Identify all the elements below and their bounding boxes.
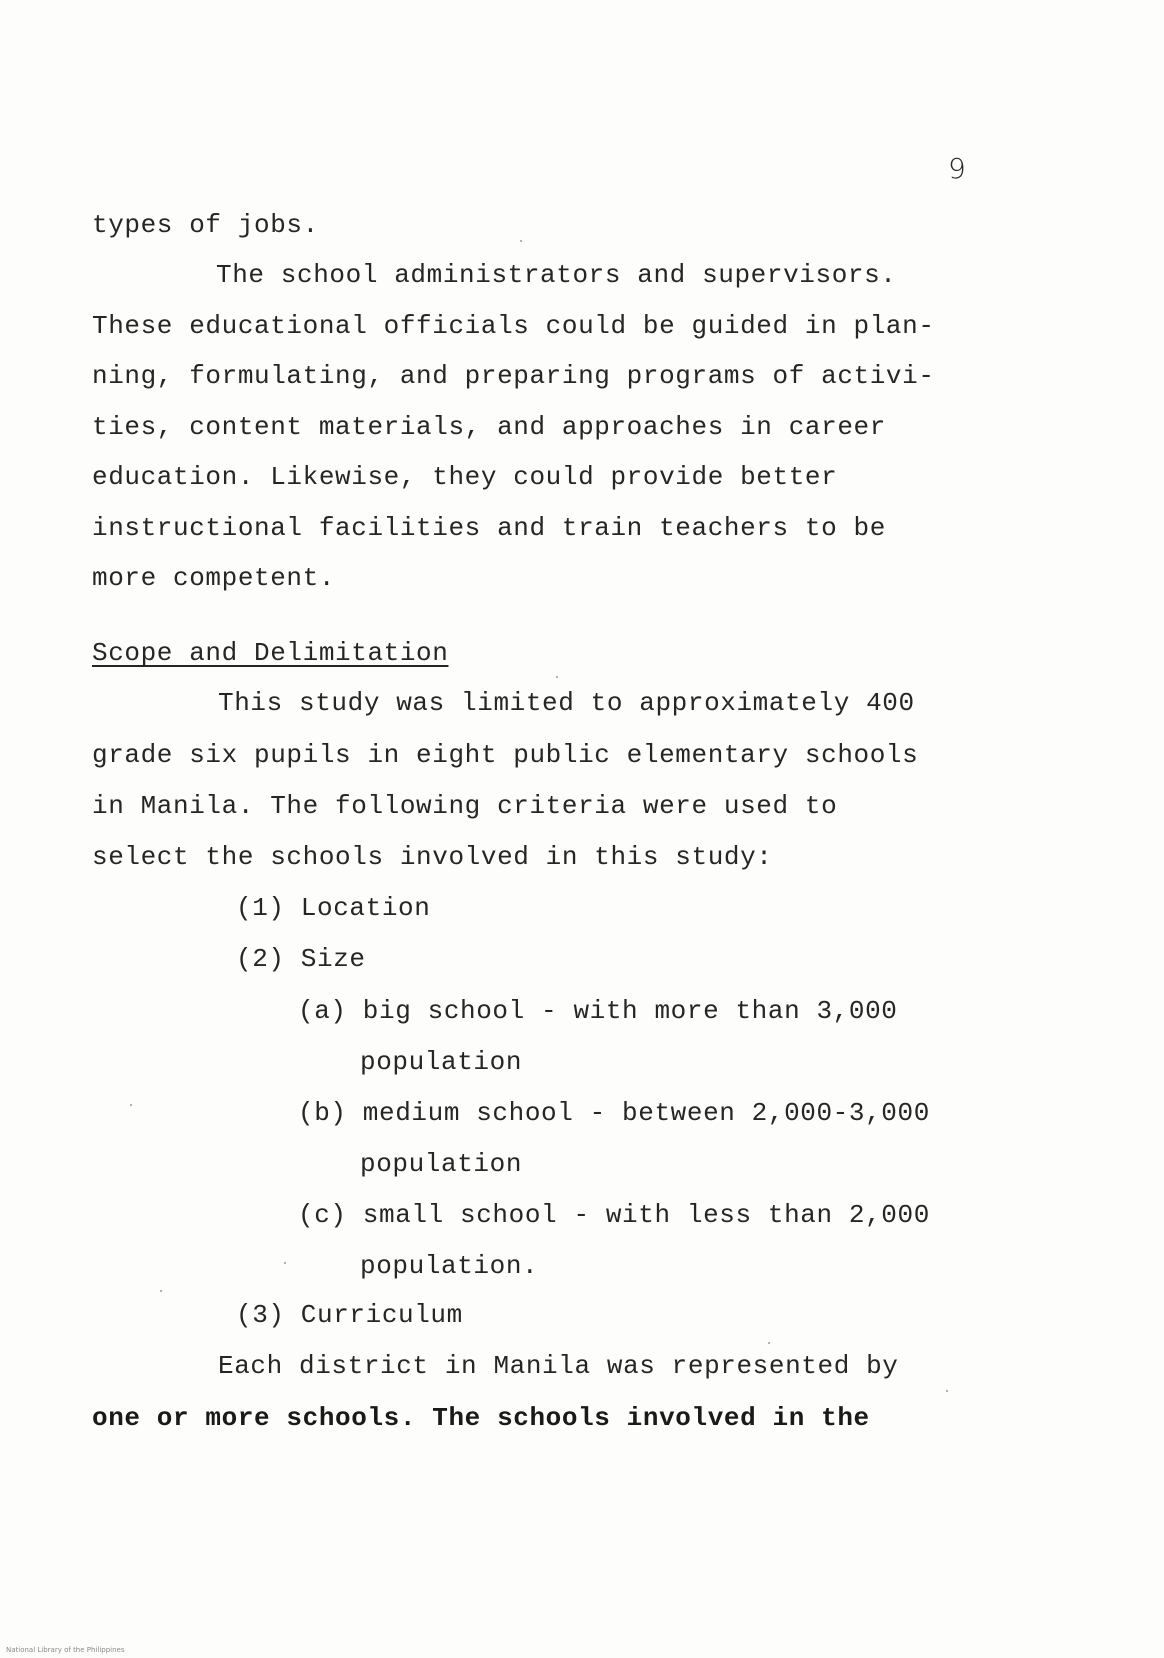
scan-speck (946, 1390, 948, 1392)
criteria-item: (3) Curriculum (236, 1300, 463, 1330)
page-number: 9 (948, 152, 966, 185)
text-line: The school administrators and supervisors. (216, 260, 897, 290)
scan-speck (130, 1104, 132, 1106)
scan-speck (520, 240, 522, 242)
text-line: one or more schools. The schools involved in the (92, 1403, 870, 1433)
text-line: types of jobs. (92, 210, 319, 240)
text-line: grade six pupils in eight public elementary schools (92, 740, 919, 770)
section-heading: Scope and Delimitation (92, 638, 449, 668)
text-line: Each district in Manila was represented by (218, 1351, 899, 1381)
text-line: education. Likewise, they could provide better (92, 462, 838, 492)
criteria-subitem-continuation: population (360, 1149, 523, 1179)
text-line: This study was limited to approximately 400 (218, 688, 915, 718)
text-line: in Manila. The following criteria were used to (92, 791, 838, 821)
scan-speck (768, 1342, 770, 1344)
scan-speck (556, 676, 558, 678)
scan-footer: National Library of the Philippines (6, 1646, 125, 1654)
text-line: These educational officials could be guided in plan- (92, 311, 935, 341)
criteria-subitem-continuation: population. (360, 1251, 539, 1281)
scan-speck (160, 1290, 162, 1292)
criteria-item: (2) Size (236, 944, 366, 974)
text-line: instructional facilities and train teachers to be (92, 513, 886, 543)
criteria-item: (1) Location (236, 893, 431, 923)
text-line: select the schools involved in this study: (92, 842, 773, 872)
criteria-subitem: (c) small school - with less than 2,000 (298, 1200, 930, 1230)
criteria-subitem: (b) medium school - between 2,000-3,000 (298, 1098, 930, 1128)
criteria-subitem-continuation: population (360, 1047, 523, 1077)
text-line: ties, content materials, and approaches in career (92, 412, 886, 442)
scan-speck (284, 1262, 286, 1264)
text-line: more competent. (92, 563, 336, 593)
criteria-subitem: (a) big school - with more than 3,000 (298, 996, 898, 1026)
text-line: ning, formulating, and preparing programs of activi- (92, 361, 935, 391)
